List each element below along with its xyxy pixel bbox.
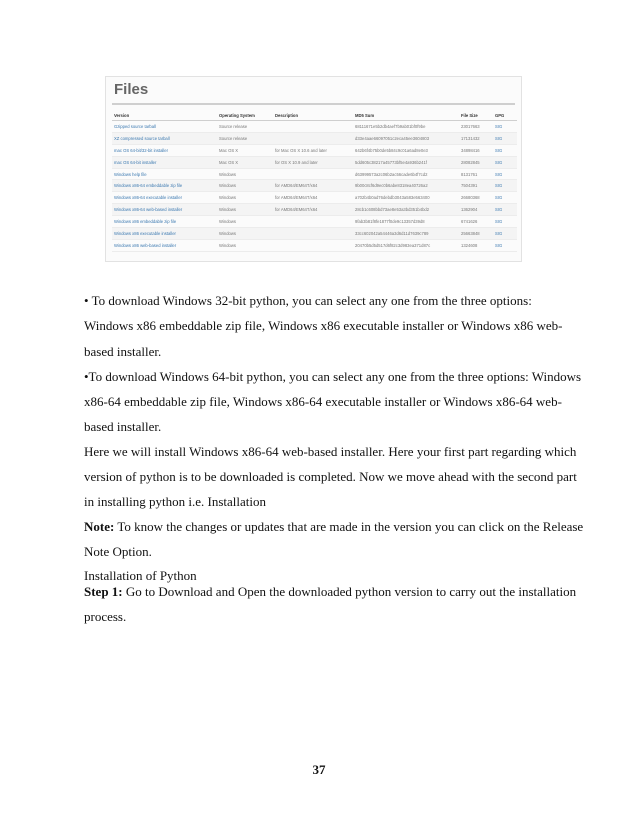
file-gpg-link[interactable]: SIG (493, 204, 517, 216)
step1-label: Step 1: (84, 584, 123, 599)
file-size: 1324608 (459, 239, 493, 251)
table-row (112, 239, 517, 251)
file-version-link[interactable]: Windows x86-64 web-based installer (112, 204, 217, 216)
step1-text: Go to Download and Open the downloaded python version to carry out the installation (122, 584, 577, 599)
install-para-line1: Here we will install Windows x86-64 web-based installer. Here your first part regarding which (84, 444, 577, 459)
file-os: Windows (217, 168, 273, 180)
file-version-link[interactable]: Windows x86-64 executable installer (112, 192, 217, 204)
file-version-link[interactable]: mac OS 64-bit/32-bit installer (112, 144, 217, 156)
file-description: for Mac OS X 10.6 and later (273, 144, 353, 156)
table-row (112, 216, 517, 228)
file-gpg-link[interactable]: SIG (493, 156, 517, 168)
note-text: To know the changes or updates that are made in the version you can click on the Release (114, 519, 584, 534)
file-size: 28082845 (459, 156, 493, 168)
step1-line2: process. (84, 609, 127, 624)
bullet-32bit-line3: based installer. (84, 344, 162, 359)
file-gpg-link[interactable]: SIG (493, 228, 517, 240)
file-gpg-link[interactable]: SIG (493, 121, 517, 133)
file-version-link[interactable]: mac OS 64-bit installer (112, 156, 217, 168)
files-heading-divider (112, 103, 515, 105)
file-os: Mac OS X (217, 144, 273, 156)
file-size: 6741626 (459, 216, 493, 228)
file-md5: 33cc602042a54446a3d6d11d7639c789 (353, 228, 459, 240)
col-gpg: GPG (493, 111, 517, 121)
file-md5: 9fab3b81f8fe1877f0de9c13357d39d8 (353, 216, 459, 228)
col-version: Version (112, 111, 217, 121)
table-row (112, 132, 517, 144)
file-version-link[interactable]: Windows x86 embeddable zip file (112, 216, 217, 228)
section-heading: Installation of Python (84, 568, 197, 583)
file-description (273, 228, 353, 240)
file-description (273, 216, 353, 228)
file-md5: 20470b5d5d517d6f82c3d983ea371d87c (353, 239, 459, 251)
file-os: Windows (217, 192, 273, 204)
bullet-32bit-line1: • To download Windows 32-bit python, you can select any one from the three options: (84, 293, 532, 308)
file-size: 7504391 (459, 180, 493, 192)
note-label: Note: (84, 519, 115, 534)
file-version-link[interactable]: Windows x86-64 embeddable zip file (112, 180, 217, 192)
file-gpg-link[interactable]: SIG (493, 216, 517, 228)
table-row (112, 192, 517, 204)
file-os: Windows (217, 216, 273, 228)
file-description (273, 239, 353, 251)
file-gpg-link[interactable]: SIG (493, 132, 517, 144)
table-row (112, 144, 517, 156)
step1-line1 (84, 584, 576, 600)
note-line2: Note Option. (84, 544, 152, 559)
table-row (112, 204, 517, 216)
file-description: for OS X 10.9 and later (273, 156, 353, 168)
file-gpg-link[interactable]: SIG (493, 239, 517, 251)
file-size: 8131761 (459, 168, 493, 180)
file-version-link[interactable]: XZ compressed source tarball (112, 132, 217, 144)
files-table (112, 111, 517, 252)
file-description (273, 121, 353, 133)
file-description (273, 168, 353, 180)
page-number: 37 (312, 762, 326, 777)
file-size: 23017663 (459, 121, 493, 133)
files-table-body (112, 121, 517, 252)
table-row (112, 180, 517, 192)
file-size: 1362904 (459, 204, 493, 216)
file-md5: d33e4aae66097051c2eca45ee3604803 (353, 132, 459, 144)
file-version-link[interactable]: Windows help file (112, 168, 217, 180)
file-gpg-link[interactable]: SIG (493, 144, 517, 156)
file-description (273, 132, 353, 144)
install-para-line3: in installing python i.e. Installation (84, 494, 266, 509)
table-row (112, 156, 517, 168)
file-os: Windows (217, 239, 273, 251)
file-os: Windows (217, 228, 273, 240)
table-row (112, 228, 517, 240)
file-md5: 5dd605c38217a45773bf5e4a936b241f (353, 156, 459, 168)
file-os: Mac OS X (217, 156, 273, 168)
note-line1 (84, 519, 583, 535)
file-md5: d63999573a2c06b2ac56cade6b4f7cd2 (353, 168, 459, 180)
file-os: Windows (217, 180, 273, 192)
file-os: Source release (217, 121, 273, 133)
col-size: File Size (459, 111, 493, 121)
file-gpg-link[interactable]: SIG (493, 168, 517, 180)
install-para-line2: version of python is to be downloaded is completed. Now we move ahead with the second part (84, 469, 577, 484)
col-md5: MD5 Sum (353, 111, 459, 121)
file-size: 25663848 (459, 228, 493, 240)
bullet-32bit-line2: Windows x86 embeddable zip file, Windows x86 executable installer or Windows x86 web- (84, 318, 563, 333)
file-size: 34898416 (459, 144, 493, 156)
bullet-64bit-line3: based installer. (84, 419, 162, 434)
files-table-header (112, 111, 517, 121)
file-description: for AMD64/EM64T/x64 (273, 204, 353, 216)
python-files-screenshot (105, 76, 522, 262)
file-version-link[interactable]: Windows x86 executable installer (112, 228, 217, 240)
file-md5: 9b00c8cf6d9ec0b6abe8318ea40726a2 (353, 180, 459, 192)
file-description: for AMD64/EM64T/x64 (273, 180, 353, 192)
file-version-link[interactable]: Gzipped source tarball (112, 121, 217, 133)
file-os: Source release (217, 132, 273, 144)
file-size: 26680368 (459, 192, 493, 204)
file-md5: 68111671e5b2db4aef7b9ab01bf0f9be (353, 121, 459, 133)
file-gpg-link[interactable]: SIG (493, 180, 517, 192)
file-gpg-link[interactable]: SIG (493, 192, 517, 204)
col-os: Operating System (217, 111, 273, 121)
bullet-64bit-line2: x86-64 embeddable zip file, Windows x86-64 executable installer or Windows x86-64 web- (84, 394, 562, 409)
file-md5: 642b6f4b75b0de5b84c9c01a6ad8e0e3 (353, 144, 459, 156)
table-row (112, 168, 517, 180)
file-version-link[interactable]: Windows x86 web-based installer (112, 239, 217, 251)
table-row (112, 121, 517, 133)
file-md5: 28cb1c608bbd73ae8e53a3bd351b4bd2 (353, 204, 459, 216)
col-description: Description (273, 111, 353, 121)
file-os: Windows (217, 204, 273, 216)
file-description: for AMD64/EM64T/x64 (273, 192, 353, 204)
files-heading: Files (114, 81, 149, 98)
bullet-64bit-line1: •To download Windows 64-bit python, you can select any one from the three options: Windows (84, 369, 582, 384)
file-size: 17131432 (459, 132, 493, 144)
file-md5: a702b4b0ad76debdb3043a583e563400 (353, 192, 459, 204)
